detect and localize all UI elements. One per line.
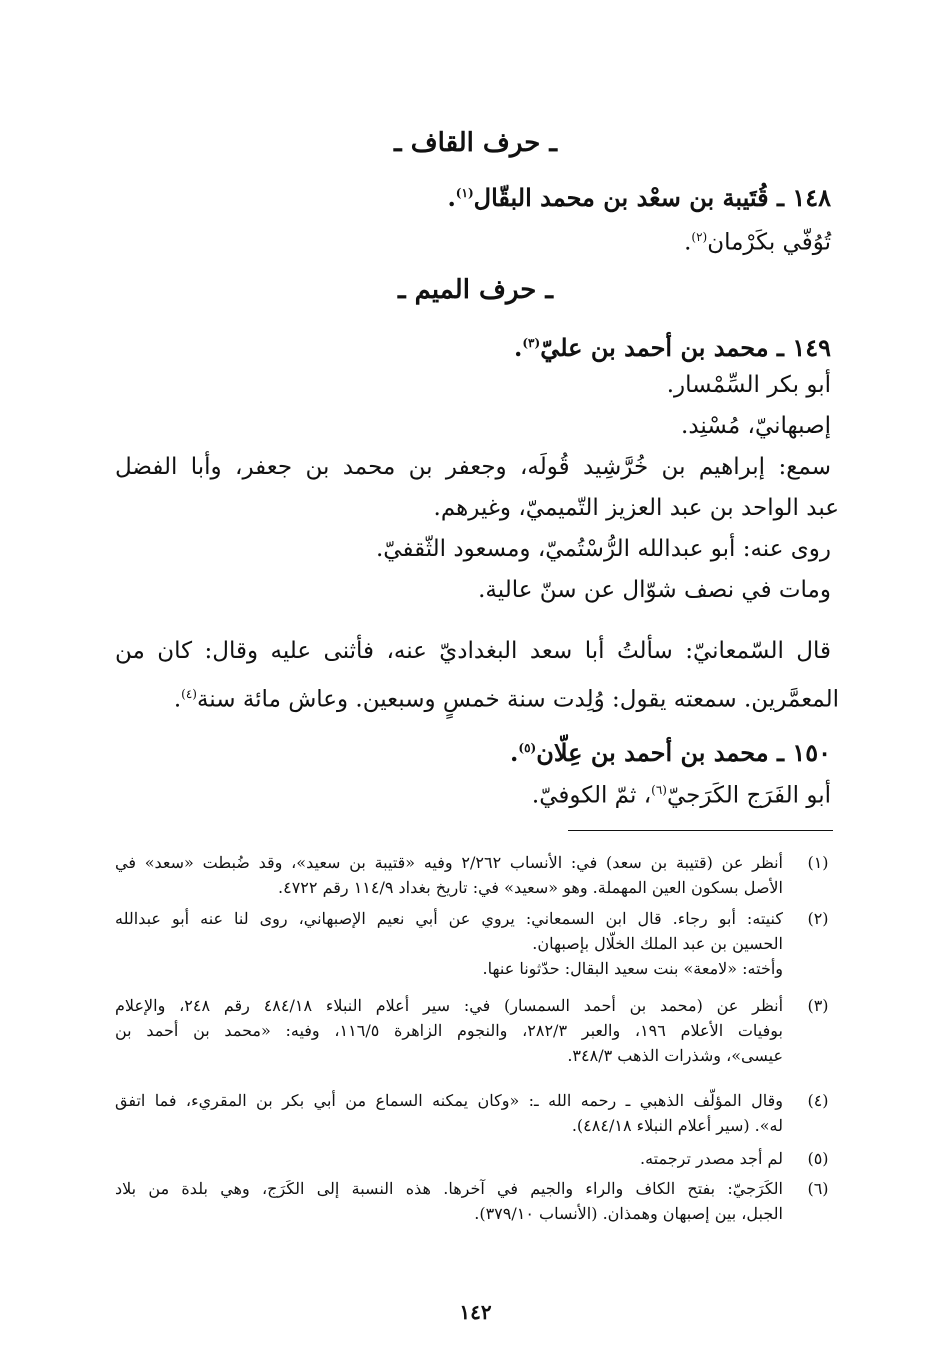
footnote-5 (115, 1146, 833, 1171)
footnote-line: وقال المؤلّف الذهبي ـ رحمه الله ـ: «وكان يمكنه السماع من أبي بكر بن المقريء، فما اتفق (115, 1091, 783, 1110)
footnote-number: (٥) (807, 1149, 829, 1168)
footnote-4 (115, 1088, 833, 1138)
footnote-line: لم أجد مصدر ترجمته. (640, 1149, 783, 1168)
footnote-ref-4: (٤) (181, 687, 197, 701)
entry-149-title-text: ١٤٩ ـ محمد بن أحمد بن عليّ (540, 333, 831, 362)
entry-149-teachers-2: عبد الواحد بن عبد العزيز التّميميّ، وغيرهم. (433, 495, 839, 521)
footnote-number: (١) (807, 853, 829, 872)
footnote-3 (115, 993, 833, 1068)
entry-149-quote-2-text: المعمَّرين. سمعته يقول: وُلِدت سنة خمسٍ وسبعين. وعاش مائة سنة (196, 686, 839, 713)
entry-149-title: ١٤٩ ـ محمد بن أحمد بن عليّ$^{(٣)}$. (514, 333, 831, 362)
footnote-ref-3: (٣) (522, 336, 541, 350)
page-number: ١٤٢ (459, 1300, 492, 1324)
footnote-line: له». (سير أعلام النبلاء ٤٨٤/١٨). (571, 1116, 783, 1135)
footnote-ref-2: (٢) (691, 230, 708, 244)
footnote-line: وأخته: «لامعة» بنت سعيد البقال: حدّثونا عنها. (482, 959, 783, 978)
footnote-1 (115, 850, 833, 900)
footnote-2 (115, 906, 833, 981)
footnote-line: الأصل بسكون العين المهملة. وهو «سعيد» في: تاريخ بغداد ١١٤/٩ رقم ٤٧٢٢. (278, 878, 783, 897)
entry-149-teachers-1: سمع: إبراهيم بن خُرَّشِيد قُولَه، وجعفر بن محمد بن جعفر، وأبا الفضل (115, 454, 831, 480)
footnote-number: (٢) (807, 909, 829, 928)
footnote-6 (115, 1176, 833, 1226)
footnote-number: (٦) (807, 1179, 829, 1198)
footnote-line: عيسى»، وشذرات الذهب ٣٤٨/٣. (567, 1046, 783, 1065)
footnote-ref-6: (٦) (651, 783, 667, 797)
entry-149-students: روى عنه: أبو عبدالله الرُّسْتُميّ، ومسعود الثّقفيّ. (375, 536, 831, 562)
entry-148-title: ١٤٨ ـ قُتَيبة بن سعْد بن محمد البقّال$^{(١)}$. (447, 183, 831, 212)
section-heading-mim: ـ حرف الميم ـ (397, 275, 554, 305)
footnote-ref-1: (١) (455, 186, 474, 200)
entry-150-kunya-text: أبو الفَرَج الكَرَجيّ (666, 782, 831, 809)
footnote-line: الجبل، بين إصبهان وهمذان. (الأنساب ٣٧٩/١٠). (474, 1204, 783, 1223)
footnote-separator (568, 830, 833, 831)
entry-149-kunya: أبو بكر السِّمْسار. (666, 372, 831, 398)
entry-149-death: ومات في نصف شوّال عن سنّ عالية. (478, 577, 831, 603)
entry-149-quote-1: قال السّمعانيّ: سألتُ أبا سعد البغداديّ عنه، فأثنى عليه وقال: كان من (115, 638, 831, 664)
footnote-ref-5: (٥) (518, 741, 537, 755)
entry-150-kunya (532, 775, 831, 811)
entry-150-title: ١٥٠ ـ محمد بن أحمد بن عِلّان$^{(٥)}$. (510, 738, 831, 767)
entry-149-nisba: إصبهانيّ، مُسْنِد. (681, 413, 831, 439)
footnote-line: أنظر عن (محمد بن أحمد السمسار) في: سير أعلام النبلاء ٤٨٤/١٨ رقم ٢٤٨، والإعلام (115, 996, 784, 1015)
footnote-line: الحسين بن عبد الملك الخلّال بإصبهان. (532, 934, 783, 953)
entry-149-quote-2: المعمَّرين. سمعته يقول: وُلِدت سنة خمسٍ وسبعين. وعاش مائة سنة$^{(٤)}$. (173, 686, 839, 713)
footnote-number: (٣) (807, 996, 829, 1015)
entry-150-kunya-rest: ، ثمّ الكوفيّ. (531, 782, 652, 809)
entry-150-title-text: ١٥٠ ـ محمد بن أحمد بن عِلّان (536, 738, 831, 767)
footnote-line: الكَرَجيّ: بفتح الكاف والراء والجيم في آخرها. هذه النسبة إلى الكَرَج، وهي بلدة من بلاد (115, 1179, 783, 1198)
footnote-number: (٤) (807, 1091, 829, 1110)
footnote-line: كنيته: أبو رجاء. قال ابن السمعاني: يروي عن أبي نعيم الإصبهاني، روى لنا عنه أبو عبدالله (115, 909, 784, 928)
entry-148-line-1: تُوُفّي بكَرْمان$^{(٢)}$. (684, 229, 831, 256)
footnote-line: بوفيات الأعلام ١٩٦، والعبر ٢٨٢/٣، والنجوم الزاهرة ١١٦/٥، وفيه: «محمد بن أحمد بن (115, 1021, 783, 1040)
footnote-line: أنظر عن (قتيبة بن سعد) في: الأنساب ٢/٢٦٢ وفيه «قتيبة بن سعيد»، وقد ضُبطت «سعد» في (115, 853, 783, 872)
entry-148-death-place: تُوُفّي بكَرْمان (707, 229, 831, 256)
section-heading-qaf: ـ حرف القاف ـ (394, 128, 557, 158)
entry-148-title-text: ١٤٨ ـ قُتَيبة بن سعْد بن محمد البقّال (473, 183, 831, 212)
